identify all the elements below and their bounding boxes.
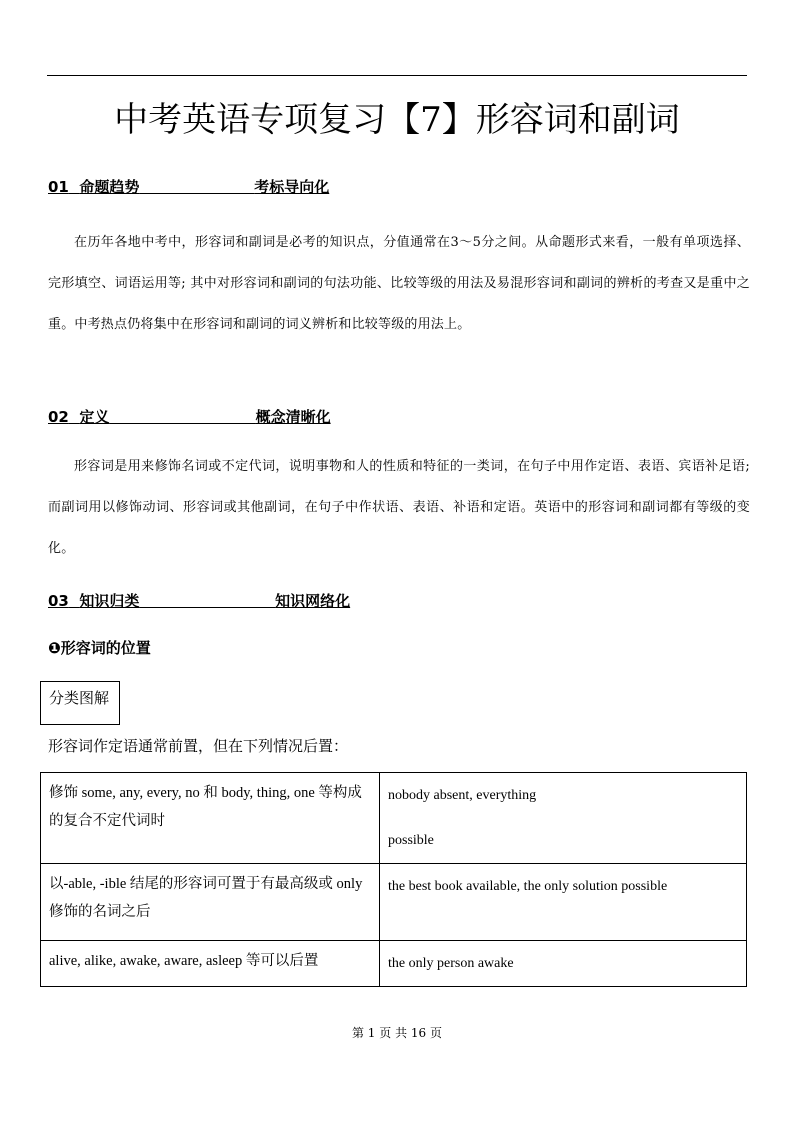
example-cell bbox=[380, 941, 747, 987]
section-01-paragraph: 在历年各地中考中，形容词和副词是必考的知识点，分值通常在3～5分之间。从命题形式来看，一般有单项选择、完形填空、词语运用等; 其中对形容词和副词的句法功能、比较等级的用法及易混形容词和副词的辨析的考查又是重中之重。中考热点仍将集中在形容词和副词的词义辨析和比较等级的用法上。 bbox=[48, 235, 750, 332]
section-02-paragraph: 形容词是用来修饰名词或不定代词，说明事物和人的性质和特征的一类词，在句子中用作定语、表语、宾语补足语; 而副词用以修饰动词、形容词或其他副词，在句子中作状语、表语、补语和定语。英语中的形容词和副词都有等级的变化。 bbox=[48, 459, 750, 556]
category-diagram-label: 分类图解 bbox=[40, 681, 120, 725]
header-rule bbox=[47, 75, 747, 76]
section-heading-02 bbox=[48, 406, 331, 427]
rule-cell: alive, alike, awake, aware, asleep 等可以后置 bbox=[41, 941, 380, 987]
example-cell bbox=[380, 773, 747, 864]
footer-prefix: 第 bbox=[351, 1026, 364, 1040]
page-title: 中考英语专项复习【7】形容词和副词 bbox=[114, 100, 680, 140]
table-row bbox=[41, 941, 747, 987]
example-line: the only person awake bbox=[388, 956, 514, 971]
section-heading-01 bbox=[48, 176, 329, 197]
section-number: 03 bbox=[48, 592, 69, 610]
footer-middle: 页 共 bbox=[379, 1026, 408, 1040]
section-name: 定义 bbox=[79, 408, 110, 426]
total-page-count: 16 bbox=[410, 1026, 427, 1040]
table-row bbox=[41, 773, 747, 864]
rule-cell: 修饰 some, any, every, no 和 body, thing, one 等构成的复合不定代词时 bbox=[41, 773, 380, 864]
current-page-number: 1 bbox=[367, 1026, 376, 1040]
section-name: 命题趋势 bbox=[79, 178, 140, 196]
section-slogan: 概念清晰化 bbox=[255, 408, 331, 426]
rule-cell: 以-able, -ible 结尾的形容词可置于有最高级或 only 修饰的名词之后 bbox=[41, 864, 380, 941]
example-cell bbox=[380, 864, 747, 941]
adjective-position-table bbox=[40, 772, 747, 987]
section-slogan: 知识网络化 bbox=[275, 592, 351, 610]
section-name: 知识归类 bbox=[79, 592, 140, 610]
section-number: 02 bbox=[48, 408, 69, 426]
example-line: the best book available, the only solution possible bbox=[388, 879, 668, 894]
page-footer bbox=[0, 1024, 794, 1041]
example-line: possible bbox=[388, 833, 434, 848]
example-line: nobody absent, everything bbox=[388, 788, 537, 803]
subheading-adjective-position: ❶形容词的位置 bbox=[48, 639, 151, 657]
section-heading-03 bbox=[48, 590, 350, 611]
footer-suffix: 页 bbox=[430, 1026, 443, 1040]
section-slogan: 考标导向化 bbox=[254, 178, 330, 196]
table-row bbox=[41, 864, 747, 941]
section-number: 01 bbox=[48, 178, 69, 196]
intro-text: 形容词作定语通常前置，但在下列情况后置： bbox=[48, 737, 349, 755]
